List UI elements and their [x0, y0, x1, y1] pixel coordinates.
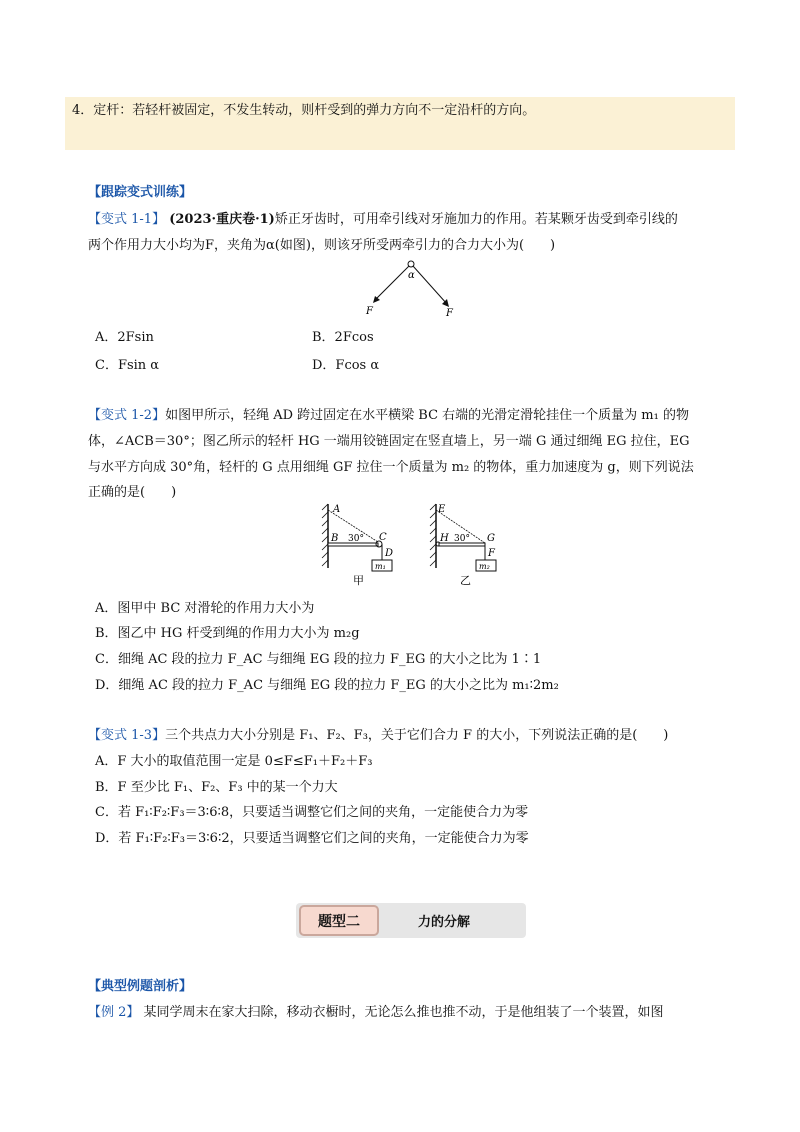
q1-option-d: D．Fcos α: [312, 358, 380, 373]
label-m2: m₂: [479, 562, 490, 571]
note-text: 4．定杆：若轻杆被固定，不发生转动，则杆受到的弹力方向不一定沿杆的方向。: [72, 103, 536, 118]
wall-hatch-yi: [430, 504, 436, 566]
label-m1: m₁: [375, 562, 386, 571]
label-a: A: [333, 504, 341, 515]
q2-label: 【变式 1-2】: [88, 408, 166, 423]
section-tag: 题型二: [299, 905, 379, 936]
example-text1: 某同学周末在家大扫除，移动衣橱时，无论怎么推也推不动，于是他组装了一个装置，如图: [143, 1005, 664, 1020]
q3-option-b: B．F 至少比 F₁、F₂、F₃ 中的某一个力大: [95, 780, 338, 795]
wall-hatch-jia: [322, 504, 328, 566]
force-left-line: [375, 266, 409, 300]
q3-label: 【变式 1-3】: [88, 728, 166, 743]
label-b: B: [331, 533, 339, 544]
q2-line2: 体，∠ACB＝30°；图乙所示的轻杆 HG 一端用铰链固定在竖直墙上，另一端 G 通过细绳 EG 拉住，EG: [88, 434, 690, 449]
force-right-line: [413, 266, 447, 304]
q2-option-d: D．细绳 AC 段的拉力 F_AC 与细绳 EG 段的拉力 F_EG 的大小之比为 m₁∶2m₂: [95, 678, 559, 693]
q3-text1: 三个共点力大小分别是 F₁、F₂、F₃，关于它们合力 F 的大小，下列说法正确的是( ): [165, 728, 669, 743]
q1-option-b: B．2Fcos: [312, 330, 374, 345]
q2-option-b: B．图乙中 HG 杆受到绳的作用力大小为 m₂g: [95, 626, 360, 641]
example-heading: 【典型例题剖析】: [88, 979, 193, 994]
label-g: G: [487, 533, 495, 544]
fig-jia: [318, 500, 400, 588]
q3-line1: [88, 724, 668, 743]
q1-label: 【变式 1-1】: [88, 212, 166, 227]
label-d: D: [385, 548, 394, 559]
q2-line1: [88, 404, 689, 423]
q2-option-c: C．细绳 AC 段的拉力 F_AC 与细绳 EG 段的拉力 F_EG 的大小之比为 1∶1: [95, 652, 542, 667]
force-right-label: F: [446, 308, 453, 319]
q1-option-c: C．Fsin α: [95, 358, 160, 373]
q2-option-a: A．图甲中 BC 对滑轮的作用力大小为: [95, 601, 315, 616]
q2-line3: 与水平方向成 30°角，轻杆的 G 点用细绳 GF 拉住一个质量为 m₂ 的物体，重力加速度为 g，则下列说法: [88, 460, 694, 475]
angle-jia: 30°: [348, 534, 364, 544]
q3-option-a: A．F 大小的取值范围一定是 0≤F≤F₁＋F₂＋F₃: [95, 754, 373, 769]
alpha-label: α: [408, 270, 415, 281]
q2-text1: 如图甲所示，轻绳 AD 跨过固定在水平横梁 BC 右端的光滑定滑轮挂住一个质量为 m₁ 的物: [165, 408, 689, 423]
q1-option-a: A．2Fsin: [95, 330, 154, 345]
q1-figure: [360, 258, 470, 320]
label-c: C: [379, 532, 387, 543]
label-h: H: [440, 533, 449, 544]
angle-yi: 30°: [454, 534, 470, 544]
label-f: F: [488, 548, 495, 559]
fig-yi: [426, 500, 508, 588]
example-label: 【例 2】: [88, 1005, 140, 1020]
q3-option-d: D．若 F₁∶F₂∶F₃＝3∶6∶2，只要适当调整它们之间的夹角，一定能使合力为零: [95, 831, 529, 846]
q1-source: (2023·重庆卷·1): [169, 212, 275, 227]
force-left-arrow: [373, 296, 380, 303]
force-left-label: F: [366, 306, 373, 317]
tracking-heading: 【跟踪变式训练】: [88, 185, 193, 200]
caption-jia: 甲: [353, 574, 364, 587]
label-e: E: [438, 504, 446, 515]
section-title: 力的分解: [418, 915, 471, 930]
q1-line2: 两个作用力大小均为F，夹角为α(如图)，则该牙所受两牵引力的合力大小为( ): [88, 238, 556, 253]
example-line1: [88, 1001, 664, 1020]
q2-line4: 正确的是( ): [88, 485, 177, 500]
q1-text1: 矫正牙齿时，可用牵引线对牙施加力的作用。若某颗牙齿受到牵引线的: [274, 212, 678, 227]
q3-option-c: C．若 F₁∶F₂∶F₃＝3∶6∶8，只要适当调整它们之间的夹角，一定能使合力为零: [95, 805, 529, 820]
q1-line1: [88, 208, 678, 227]
caption-yi: 乙: [460, 574, 471, 587]
